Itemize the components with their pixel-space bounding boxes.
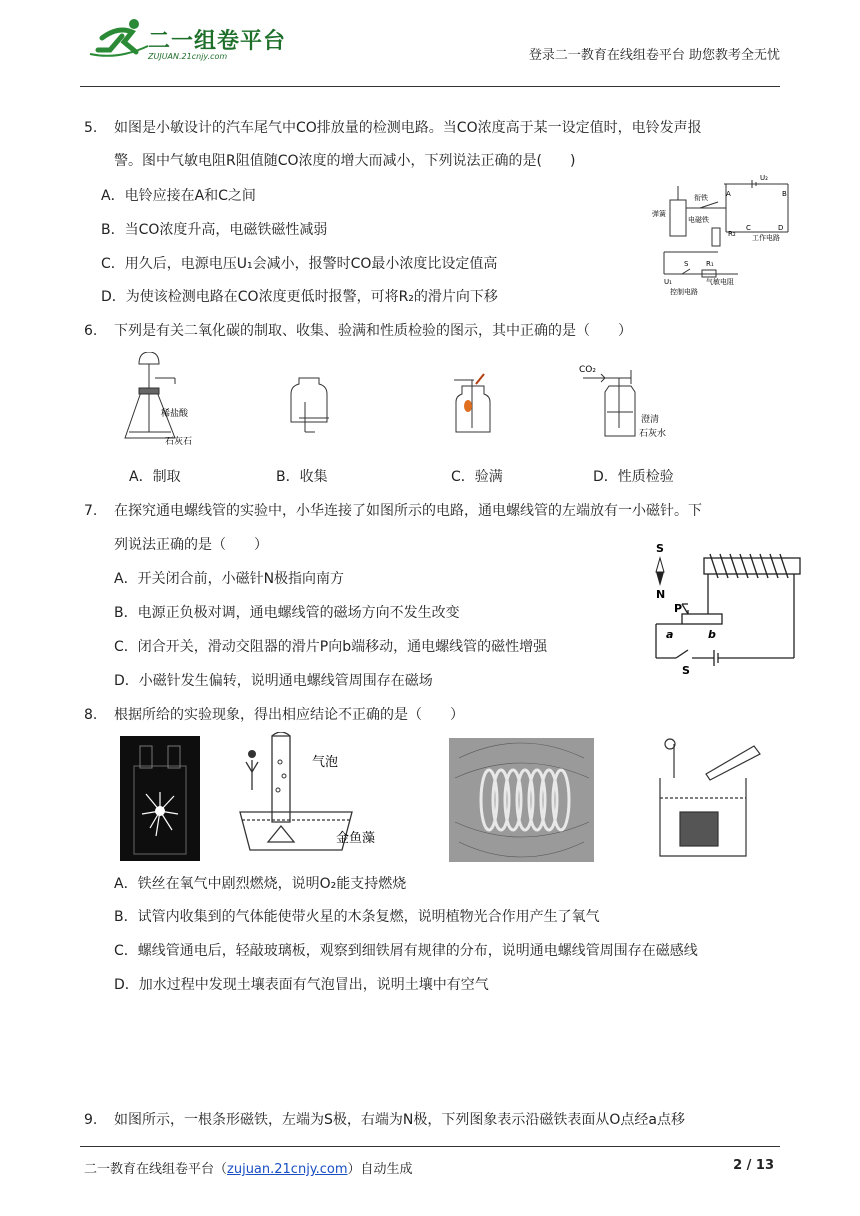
q7-option-d: D．小磁针发生偏转，说明通电螺线管周围存在磁场: [114, 673, 433, 689]
q5-fig-label-a: A: [726, 190, 731, 198]
footer-rule: [80, 1146, 780, 1147]
q8-photo-solenoid-filings: [449, 738, 594, 862]
q8-figure-soil-water: [650, 738, 770, 863]
q6-figure-property-test: [575, 362, 695, 442]
q5-circuit-figure: [648, 172, 798, 298]
q5-fig-label-work-circuit: 工作电路: [752, 234, 780, 242]
q5-option-a: A．电铃应接在A和C之间: [101, 188, 256, 204]
q7-option-c: C．闭合开关，滑动交阻器的滑片P向b端移动，通电螺线管的磁性增强: [114, 639, 548, 655]
q6-figure-collection: [285, 372, 345, 442]
logo-text: 二一组卷平台: [148, 29, 287, 54]
footer-prefix: 二一教育在线组卷平台（: [84, 1162, 228, 1177]
q8-fig-label-plant: 金鱼藻: [336, 831, 376, 846]
header-rule: [80, 86, 780, 87]
q7-fig-label-switch: S: [682, 664, 690, 677]
q6-figure-full-check: [450, 368, 500, 438]
q8-option-a: A．铁丝在氧气中剧烈燃烧，说明O₂能支持燃烧: [114, 876, 407, 892]
q6-fig-label-limestone: 石灰石: [165, 437, 193, 447]
q8-fig-label-bubble: 气泡: [312, 755, 339, 770]
q5-fig-label-r2: R₂: [728, 230, 736, 238]
q8-number: 8.: [84, 707, 98, 723]
page-number: 2 / 13: [733, 1158, 774, 1173]
q7-option-a: A．开关闭合前，小磁针N极指向南方: [114, 571, 345, 587]
q6-fig-label-limewater-2: 石灰水: [639, 429, 667, 439]
q5-number: 5.: [84, 120, 98, 136]
q5-stem-line2: 警。图中气敏电阻R阻值随CO浓度的增大而减小，下列说法正确的是( ): [114, 153, 576, 169]
q7-solenoid-circuit-figure: [648, 540, 808, 680]
q5-fig-label-armature: 衔铁: [694, 194, 708, 202]
q5-fig-label-u1: U₁: [664, 278, 672, 286]
q7-fig-label-b: b: [708, 628, 716, 641]
q9-stem-line1: 如图所示，一根条形磁铁，左端为S极，右端为N极，下列图象表示沿磁铁表面从O点经a点移: [114, 1112, 685, 1128]
q6-fig-label-limewater-1: 澄清: [641, 415, 660, 425]
q5-fig-label-spring: 弹簧: [652, 210, 666, 218]
q7-stem-line1: 在探究通电螺线管的实验中，小华连接了如图所示的电路，通电螺线管的左端放有一小磁针。下: [114, 503, 702, 519]
q7-compass-needle: [656, 558, 664, 572]
q5-stem-line1: 如图是小敏设计的汽车尾气中CO排放量的检测电路。当CO浓度高于某一设定值时，电铃发声报: [114, 120, 702, 136]
q8-photo-iron-burning: [120, 736, 200, 861]
q5-fig-label-u2: U₂: [760, 174, 768, 182]
q5-fig-label-gas-resistor: 气敏电阻: [706, 278, 734, 286]
q6-option-d: D．性质检验: [593, 469, 674, 485]
logo-subtitle: ZUJUAN.21cnjy.com: [148, 52, 228, 61]
q5-option-c: C．用久后，电源电压U₁会减小，报警时CO最小浓度比设定值高: [101, 256, 498, 272]
q8-option-d: D．加水过程中发现土壤表面有气泡冒出，说明土壤中有空气: [114, 977, 489, 993]
q6-option-b: B．收集: [276, 469, 328, 485]
q5-fig-label-r1: R₁: [706, 260, 714, 268]
footer-link[interactable]: zujuan.21cnjy.com: [227, 1162, 348, 1177]
q7-fig-label-p: P: [674, 602, 683, 615]
q7-fig-label-n-pole: N: [656, 588, 666, 601]
q6-number: 6.: [84, 323, 98, 339]
header-slogan: 登录二一教育在线组卷平台 助您教考全无忧: [528, 48, 780, 63]
q7-fig-label-a: a: [666, 628, 674, 641]
logo-runner-icon: [88, 16, 150, 60]
q6-fig-label-acid: 稀盐酸: [161, 409, 189, 419]
q7-fig-label-s-pole: S: [656, 542, 664, 555]
header: [80, 14, 780, 74]
q8-option-b: B．试管内收集到的气体能使带火星的木条复燃，说明植物光合作用产生了氧气: [114, 909, 600, 925]
footer-suffix: ）自动生成: [347, 1162, 413, 1177]
q5-fig-label-s: S: [684, 260, 689, 268]
q5-fig-label-b: B: [782, 190, 787, 198]
q8-option-c: C．螺线管通电后，轻敲玻璃板，观察到细铁屑有规律的分布，说明通电螺线管周围存在磁感线: [114, 943, 698, 959]
q5-fig-label-c: C: [746, 224, 751, 232]
q5-fig-label-control-circuit: 控制电路: [670, 288, 698, 296]
q8-stem-line1: 根据所给的实验现象，得出相应结论不正确的是（ ）: [114, 707, 464, 723]
q7-option-b: B．电源正负极对调，通电螺线管的磁场方向不发生改变: [114, 605, 460, 621]
q5-fig-label-d: D: [778, 224, 784, 232]
q6-option-c: C．验满: [451, 469, 503, 485]
q5-option-d: D．为使该检测电路在CO浓度更低时报警，可将R₂的滑片向下移: [101, 289, 498, 305]
q6-stem-line1: 下列是有关二氧化碳的制取、收集、验满和性质检验的图示，其中正确的是（ ）: [114, 323, 632, 339]
q5-option-b: B．当CO浓度升高，电磁铁磁性减弱: [101, 222, 328, 238]
q7-stem-line2: 列说法正确的是（ ）: [114, 537, 268, 553]
q6-figure-production: [115, 352, 225, 452]
q8-figure-photosynthesis: [232, 732, 382, 862]
q9-number: 9.: [84, 1112, 98, 1128]
q6-option-a: A．制取: [129, 469, 181, 485]
q6-fig-label-co2: CO₂: [579, 365, 596, 375]
q7-number: 7.: [84, 503, 98, 519]
footer-left: [84, 1158, 413, 1177]
q5-fig-label-electromagnet: 电磁铁: [688, 216, 709, 224]
